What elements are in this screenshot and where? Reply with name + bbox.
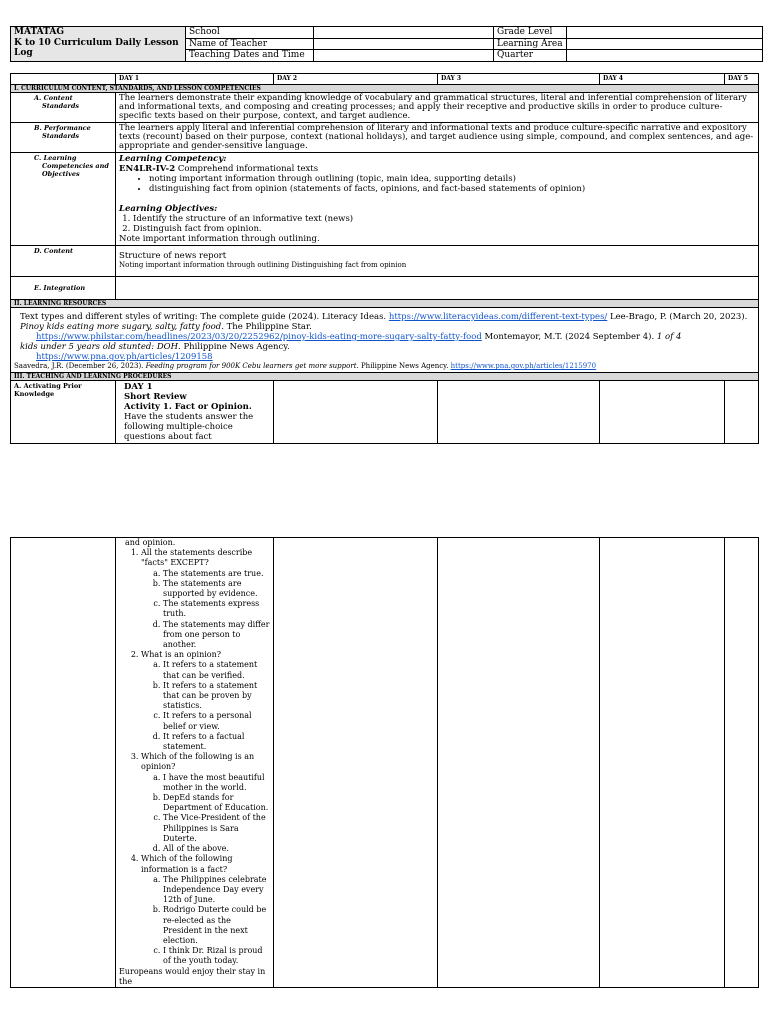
question-text: All the statements describe "facts" EXCEPT? <box>141 548 253 568</box>
content-standards-label <box>11 93 116 123</box>
list-item: 2. Distinguish fact from opinion. <box>133 224 755 234</box>
choice: a. The statements are true. <box>163 569 270 579</box>
competencies-cell <box>116 153 759 246</box>
choice: b. The statements are supported by evidence. <box>163 579 270 599</box>
resource-text: Philippine News Agency. <box>358 362 451 370</box>
quiz-questions <box>119 548 270 966</box>
continuation-start: and opinion. <box>125 538 176 547</box>
competencies-label-1: C. Learning <box>34 154 77 162</box>
day1-header: DAY 1 <box>116 74 274 85</box>
choice: d. All of the above. <box>163 844 270 854</box>
content-line-2: Noting important information through outlining Distinguishing fact from opinion <box>119 261 407 269</box>
activity-text: Have the students answer the following multiple-choice questions about fact <box>124 412 254 442</box>
objectives-heading: Learning Objectives: <box>119 204 218 214</box>
content-label-text: D. Content <box>34 247 74 255</box>
resource-text: Lee-Brago, P. (March 20, 2023). <box>607 312 748 322</box>
choice: d. It refers to a factual statement. <box>163 732 270 752</box>
choices-list <box>141 875 270 967</box>
day3-continuation-cell <box>438 538 600 988</box>
short-review: Short Review <box>124 392 187 402</box>
performance-label-2: Standards <box>42 132 80 140</box>
day-heading: DAY 1 <box>124 382 153 392</box>
competencies-label-2: Competencies and <box>42 162 109 170</box>
objectives-note: Note important information through outlining. <box>119 234 320 244</box>
header-table <box>10 26 763 62</box>
resource-link[interactable]: https://www.literacyideas.com/different-text-types/ <box>388 312 608 322</box>
content-label <box>11 246 116 277</box>
list-item: 1. Identify the structure of an informative text (news) <box>133 214 755 224</box>
teacher-field[interactable] <box>314 38 494 50</box>
dates-field[interactable] <box>314 50 494 62</box>
header-title-line2: K to 10 Curriculum Daily Lesson Log <box>14 37 179 58</box>
section-resources: II. LEARNING RESOURCES <box>11 300 759 308</box>
day4-header: DAY 4 <box>600 74 725 85</box>
header-title-line1: MATATAG <box>14 27 65 37</box>
list-item: • noting important information through outlining (topic, main idea, supporting details) <box>149 174 755 184</box>
choice: c. It refers to a personal belief or view. <box>163 711 270 731</box>
cont-label-cell <box>11 538 116 988</box>
quarter-label: Quarter <box>494 50 567 62</box>
performance-standards-text: The learners apply literal and inferential comprehension of literary and informational texts and produce culture-specific narrative and expository texts (recount) based on their purpose, context (national holidays), and target audience using simple, compound, and complex sentences, and age-appropriate and gender-sensitive language. <box>116 123 759 153</box>
resource-text: The Philippine Star. <box>223 322 312 332</box>
quarter-field[interactable] <box>567 50 763 62</box>
dates-label: Teaching Dates and Time <box>186 50 314 62</box>
grade-level-field[interactable] <box>567 27 763 39</box>
content-line-1: Structure of news report <box>119 251 227 261</box>
day5-header: DAY 5 <box>725 74 759 85</box>
choice: c. The statements express truth. <box>163 599 270 619</box>
competency-heading: Learning Competency: <box>119 154 227 164</box>
day2-procedure-cell <box>274 381 438 444</box>
day4-procedure-cell <box>600 381 725 444</box>
choice: a. I have the most beautiful mother in the world. <box>163 773 270 793</box>
resource-text: Saavedra, J.R. (December 26, 2023). <box>14 362 146 370</box>
resource-text: Text types and different styles of writing: The complete guide (2024). Literacy Ideas. <box>20 312 389 322</box>
continuation-table <box>10 537 759 988</box>
choice: c. I think Dr. Rizal is proud of the youth today. <box>163 946 270 966</box>
quiz-question <box>141 752 270 854</box>
choices-list <box>141 660 270 752</box>
choice: d. The statements may differ from one person to another. <box>163 620 270 651</box>
section-procedures: III. TEACHING AND LEARNING PROCEDURES <box>11 373 759 381</box>
resource-title: kids under 5 years old stunted: DOH. <box>20 342 181 352</box>
activating-label-2: Knowledge <box>14 390 55 398</box>
quiz-question <box>141 548 270 650</box>
day5-continuation-cell <box>725 538 759 988</box>
quiz-question <box>141 854 270 966</box>
content-standards-label-1: A. Content <box>34 94 73 102</box>
objectives-list <box>119 214 755 234</box>
choice: a. The Philippines celebrate Independence Day every 12th of June. <box>163 875 270 906</box>
resource-text: Philippine News Agency. <box>180 342 290 352</box>
resource-title: Pinoy kids eating more sugary, salty, fatty food. <box>20 322 224 332</box>
integration-label <box>11 277 116 300</box>
day5-procedure-cell <box>725 381 759 444</box>
day2-header: DAY 2 <box>274 74 438 85</box>
resource-link[interactable]: https://www.pna.gov.ph/articles/1215970 <box>450 362 597 370</box>
day-header-row <box>11 74 759 85</box>
day1-procedure-cell <box>116 381 274 444</box>
choices-list <box>141 569 270 651</box>
question-text: What is an opinion? <box>141 650 222 660</box>
choice: b. Rodrigo Duterte could be re-elected as the President in the next election. <box>163 905 270 946</box>
content-cell <box>116 246 759 277</box>
teacher-label: Name of Teacher <box>186 38 314 50</box>
competency-bullets <box>137 174 755 194</box>
school-field[interactable] <box>314 27 494 39</box>
day3-header: DAY 3 <box>438 74 600 85</box>
learning-area-field[interactable] <box>567 38 763 50</box>
choice: c. The Vice-President of the Philippines is Sara Duterte. <box>163 813 270 844</box>
resource-text: Montemayor, M.T. (2024 September 4). <box>481 332 657 342</box>
choice: b. It refers to a statement that can be proven by statistics. <box>163 681 270 712</box>
competencies-label-3: Objectives <box>42 170 80 178</box>
content-standards-label-2: Standards <box>42 102 80 110</box>
competencies-label <box>11 153 116 246</box>
day1-continuation-cell <box>116 538 274 988</box>
integration-cell <box>116 277 759 300</box>
quiz-question <box>141 650 270 752</box>
activity-title: Activity 1. Fact or Opinion. <box>124 402 252 412</box>
competency-text: Comprehend informational texts <box>175 164 319 174</box>
content-standards-text: The learners demonstrate their expanding knowledge of vocabulary and grammatical structures, literal and inferential comprehension of literary and informational texts, and composing and creating processes; and apply their receptive and productive skills in order to produce culture-specific texts based on their purpose, context, and target audience. <box>116 93 759 123</box>
day3-procedure-cell <box>438 381 600 444</box>
activating-label <box>11 381 116 444</box>
header-title <box>11 27 186 62</box>
corner-cell <box>11 74 116 85</box>
resources-cell <box>11 308 759 373</box>
resource-title: Feeding program for 900K Cebu learners get more support. <box>145 362 359 370</box>
resource-link[interactable]: https://www.pna.gov.ph/articles/1209158 <box>36 352 213 362</box>
integration-label-text: E. Integration <box>34 284 86 292</box>
day2-continuation-cell <box>274 538 438 988</box>
performance-standards-label <box>11 123 116 153</box>
question-text: Which of the following is an opinion? <box>141 752 255 772</box>
choices-list <box>141 773 270 855</box>
activating-label-1: A. Activating Prior <box>14 382 82 390</box>
question-text: Which of the following information is a fact? <box>141 854 233 874</box>
choice: b. DepEd stands for Department of Education. <box>163 793 270 813</box>
lesson-log-table <box>10 73 759 444</box>
learning-area-label: Learning Area <box>494 38 567 50</box>
list-item: • distinguishing fact from opinion (statements of facts, opinions, and fact-based statements of opinion) <box>149 184 755 194</box>
grade-level-label: Grade Level <box>494 27 567 39</box>
resource-title: 1 of 4 <box>656 332 682 342</box>
day4-continuation-cell <box>600 538 725 988</box>
resource-link[interactable]: https://www.philstar.com/headlines/2023/03/20/2252962/pinoy-kids-eating-more-sugary-salty-fatty-food <box>36 332 482 342</box>
competency-code: EN4LR-IV-2 <box>119 164 176 174</box>
section-curriculum: I. CURRICULUM CONTENT, STANDARDS, AND LESSON COMPETENCIES <box>11 85 759 93</box>
continuation-end: Europeans would enjoy their stay in the <box>119 966 266 986</box>
performance-label-1: B. Performance <box>34 124 91 132</box>
school-label: School <box>186 27 314 39</box>
choice: a. It refers to a statement that can be verified. <box>163 660 270 680</box>
